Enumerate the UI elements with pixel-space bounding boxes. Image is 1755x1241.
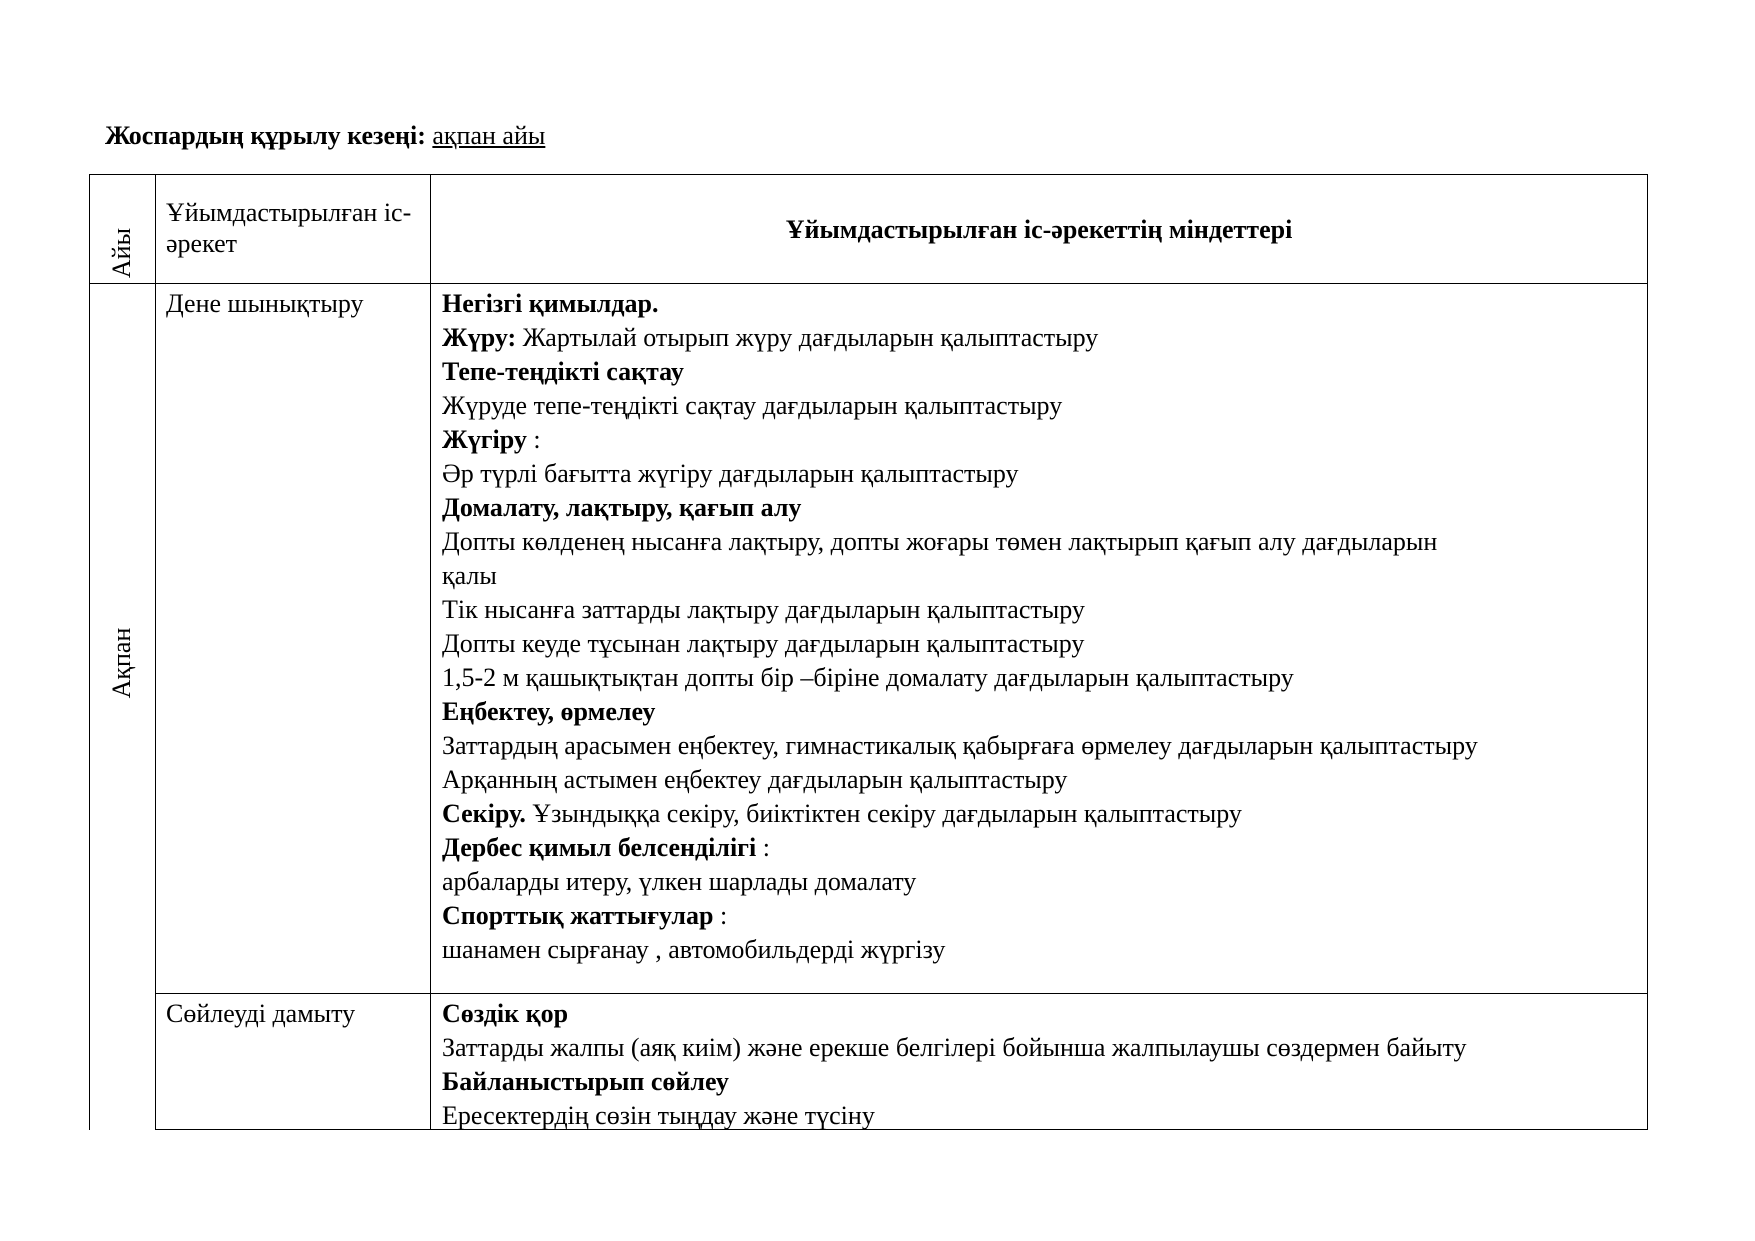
task-line-text: Допты кеуде тұсынан лақтыру дағдыларын қалыптастыру (442, 629, 1085, 658)
task-line-text: Жартылай отырып жүру дағдыларын қалыптастыру (516, 323, 1099, 352)
task-line (442, 627, 1642, 661)
row-1-tasks (442, 287, 1642, 967)
task-line (442, 933, 1642, 967)
task-line (442, 491, 1642, 525)
task-line-text: Ересектердің сөзін тыңдау және түсіну (442, 1101, 875, 1130)
header-month: Айы (107, 227, 136, 279)
task-line (442, 899, 1642, 933)
task-line-bold: Негізгі қимылдар. (442, 289, 659, 318)
plan-period-heading (105, 121, 545, 151)
task-line (442, 321, 1642, 355)
task-line (442, 997, 1642, 1031)
row-2-tasks (442, 997, 1642, 1133)
task-line-text: Жүруде тепе-теңдікті сақтау дағдыларын қалыптастыру (442, 391, 1063, 420)
table-border-left (89, 174, 90, 1130)
task-line-text: қалы (442, 561, 497, 590)
header-activity (166, 197, 426, 259)
task-line-text: Заттарды жалпы (аяқ киім) және ерекше белгілері бойынша жалпылаушы сөздермен байыту (442, 1033, 1467, 1062)
task-line-text: шанамен сырғанау , автомобильдерді жүргізу (442, 935, 946, 964)
task-line-bold: Байланыстырып сөйлеу (442, 1067, 729, 1096)
task-line (442, 661, 1642, 695)
task-line-bold: Спорттық жаттығулар (442, 901, 714, 930)
task-line (442, 865, 1642, 899)
task-line (442, 695, 1642, 729)
task-line-bold: Жүгіру (442, 425, 527, 454)
table-col-divider-2 (430, 174, 431, 1130)
table-border-top (89, 174, 1648, 175)
task-line-text: : (526, 425, 541, 454)
task-line-bold: Домалату, лақтыру, қағып алу (442, 493, 802, 522)
task-line-text: Ұзындыққа секіру, биіктіктен секіру дағдыларын қалыптастыру (525, 799, 1242, 828)
table-row-divider (155, 993, 1648, 994)
task-line (442, 525, 1642, 559)
task-line-bold: Еңбектеу, өрмелеу (442, 697, 656, 726)
task-line (442, 287, 1642, 321)
task-line (442, 831, 1642, 865)
task-line-text: Заттардың арасымен еңбектеу, гимнастикалық қабырғаға өрмелеу дағдыларын қалыптастыру (442, 731, 1478, 760)
task-line-bold: Жүру: (442, 323, 517, 352)
task-line (442, 355, 1642, 389)
task-line (442, 389, 1642, 423)
task-line (442, 1065, 1642, 1099)
task-line-text: : (713, 901, 728, 930)
task-line-text: Допты көлденең нысанға лақтыру, допты жоғары төмен лақтырып қағып алу дағдыларын (442, 527, 1438, 556)
task-line (442, 797, 1642, 831)
task-line-bold: Секіру. (442, 799, 526, 828)
task-line-text: 1,5-2 м қашықтықтан допты бір –біріне домалату дағдыларын қалыптастыру (442, 663, 1294, 692)
row-1-activity: Дене шынықтыру (166, 289, 364, 318)
table-col-divider-1 (155, 174, 156, 1130)
task-line (442, 457, 1642, 491)
task-line (442, 763, 1642, 797)
task-line-bold: Тепе-теңдікті сақтау (442, 357, 684, 386)
task-line (442, 423, 1642, 457)
task-line-bold: Дербес қимыл белсенділігі (442, 833, 757, 862)
task-line-text: Арқанның астымен еңбектеу дағдыларын қалыптастыру (442, 765, 1068, 794)
plan-period-label: Жоспардың құрылу кезеңі: (105, 121, 426, 150)
month-cell: Ақпан (107, 627, 136, 699)
task-line-text: : (756, 833, 770, 862)
task-line-text: Тік нысанға заттарды лақтыру дағдыларын қалыптастыру (442, 595, 1085, 624)
task-line (442, 593, 1642, 627)
plan-period-value: ақпан айы (432, 121, 546, 150)
task-line-text: арбаларды итеру, үлкен шарлады домалату (442, 867, 917, 896)
task-line-bold: Сөздік қор (442, 999, 569, 1028)
row-2-activity: Сөйлеуді дамыту (166, 999, 356, 1028)
task-line (442, 729, 1642, 763)
table-border-right (1647, 174, 1648, 1130)
table-header-divider (89, 283, 1648, 284)
task-line (442, 1031, 1642, 1065)
task-line (442, 559, 1642, 593)
header-tasks: Ұйымдастырылған іс-әрекеттің міндеттері (785, 215, 1293, 244)
header-activity-text: Ұйымдастырылған іс-әрекет (166, 198, 412, 258)
task-line (442, 1099, 1642, 1133)
task-line-text: Әр түрлі бағытта жүгіру дағдыларын қалыптастыру (442, 459, 1019, 488)
